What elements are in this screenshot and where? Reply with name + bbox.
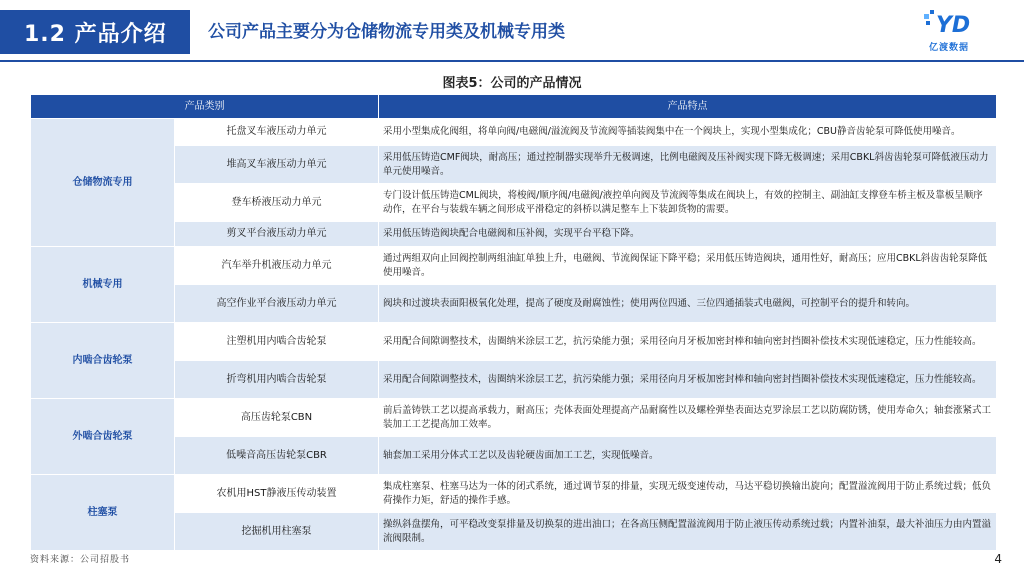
product-name-cell: 汽车举升机液压动力单元 bbox=[175, 247, 379, 285]
product-name-cell: 高压齿轮泵CBN bbox=[175, 399, 379, 437]
product-name-cell: 高空作业平台液压动力单元 bbox=[175, 285, 379, 323]
table-row bbox=[31, 285, 997, 323]
product-feature-cell: 操纵斜盘摆角，可平稳改变泵排量及切换泵的进出油口；在各高压侧配置溢流阀用于防止液压传动系统过载；内置补油泵，最大补油压力由内置溢流阀限制。 bbox=[379, 513, 997, 551]
category-cell: 外啮合齿轮泵 bbox=[31, 399, 175, 475]
product-feature-cell: 阀块和过渡块表面阳极氧化处理，提高了硬度及耐腐蚀性；使用两位四通、三位四通插装式电磁阀，可控制平台的提升和转向。 bbox=[379, 285, 997, 323]
table-header-row bbox=[31, 95, 997, 119]
product-name-cell: 低噪音高压齿轮泵CBR bbox=[175, 437, 379, 475]
figure-title: 图表5：公司的产品情况 bbox=[442, 76, 582, 91]
product-feature-cell: 轴套加工采用分体式工艺以及齿轮硬齿面加工工艺，实现低噪音。 bbox=[379, 437, 997, 475]
header-product-features: 产品特点 bbox=[379, 95, 997, 119]
logo-text: 亿渡数据 bbox=[928, 43, 969, 53]
product-feature-cell: 采用低压铸造CMF阀块，耐高压；通过控制器实现举升无极调速，比例电磁阀及压补阀实现下降无极调速；采用CBKL斜齿齿轮泵可降低液压动力单元使用噪音。 bbox=[379, 146, 997, 184]
product-name-cell: 堆高叉车液压动力单元 bbox=[175, 146, 379, 184]
product-name-cell: 登车桥液压动力单元 bbox=[175, 184, 379, 222]
category-cell: 内啮合齿轮泵 bbox=[31, 323, 175, 399]
product-feature-cell: 采用配合间隙调整技术，齿圈纳米涂层工艺，抗污染能力强；采用径向月牙板加密封棒和轴向密封挡圈补偿技术实现低速稳定，压力性能较高。 bbox=[379, 323, 997, 361]
category-cell: 机械专用 bbox=[31, 247, 175, 323]
product-feature-cell: 通过两组双向止回阀控制两组油缸单独上升，电磁阀、节流阀保证下降平稳；采用低压铸造阀块，通用性好，耐高压；应用CBKL斜齿齿轮泵降低使用噪音。 bbox=[379, 247, 997, 285]
table-row bbox=[31, 437, 997, 475]
product-feature-cell: 采用配合间隙调整技术，齿圈纳米涂层工艺，抗污染能力强；采用径向月牙板加密封棒和轴向密封挡圈补偿技术实现低速稳定，压力性能较高。 bbox=[379, 361, 997, 399]
table-row bbox=[31, 475, 997, 513]
product-name-cell: 折弯机用内啮合齿轮泵 bbox=[175, 361, 379, 399]
table-row bbox=[31, 222, 997, 247]
table-row bbox=[31, 361, 997, 399]
category-cell: 仓储物流专用 bbox=[31, 119, 175, 247]
logo-mark-text: YD bbox=[936, 13, 971, 38]
logo bbox=[914, 8, 984, 56]
table-row bbox=[31, 119, 997, 146]
table-row bbox=[31, 247, 997, 285]
table-row bbox=[31, 513, 997, 551]
table-row bbox=[31, 399, 997, 437]
table-row bbox=[31, 323, 997, 361]
product-feature-cell: 专门设计低压铸造CML阀块，将梭阀/顺序阀/电磁阀/液控单向阀及节流阀等集成在阀块上，有效的控制主、副油缸支撑登车桥主板及靠板呈顺序动作，在平台与装载车辆之间形成平滑稳定的斜桥以满足整车上下装卸货物的需要。 bbox=[379, 184, 997, 222]
product-feature-cell: 采用小型集成化阀组，将单向阀/电磁阀/溢流阀及节流阀等插装阀集中在一个阀块上，实现小型集成化；CBU静音齿轮泵可降低使用噪音。 bbox=[379, 119, 997, 146]
product-feature-cell: 前后盖铸铁工艺以提高承载力，耐高压；壳体表面处理提高产品耐腐性以及螺栓弹垫表面达克罗涂层工艺以防腐防锈，使用寿命久；轴套涨紧式工装加工工艺提高加工效率。 bbox=[379, 399, 997, 437]
product-feature-cell: 集成柱塞泵、柱塞马达为一体的闭式系统，通过调节泵的排量，实现无级变速传动，马达平稳切换输出旋向；配置溢流阀用于防止系统过载；低负荷操作力矩，舒适的操作手感。 bbox=[379, 475, 997, 513]
header bbox=[0, 0, 1024, 62]
table-row bbox=[31, 184, 997, 222]
source-note: 资料来源：公司招股书 bbox=[30, 555, 131, 565]
header-divider bbox=[0, 60, 1024, 62]
header-product-category: 产品类别 bbox=[31, 95, 379, 119]
category-cell: 柱塞泵 bbox=[31, 475, 175, 551]
product-name-cell: 注塑机用内啮合齿轮泵 bbox=[175, 323, 379, 361]
product-name-cell: 挖掘机用柱塞泵 bbox=[175, 513, 379, 551]
product-feature-cell: 采用低压铸造阀块配合电磁阀和压补阀，实现平台平稳下降。 bbox=[379, 222, 997, 247]
product-name-cell: 托盘叉车液压动力单元 bbox=[175, 119, 379, 146]
product-name-cell: 农机用HST静液压传动装置 bbox=[175, 475, 379, 513]
slide-title: 公司产品主要分为仓储物流专用类及机械专用类 bbox=[208, 22, 565, 42]
product-name-cell: 剪叉平台液压动力单元 bbox=[175, 222, 379, 247]
table-row bbox=[31, 146, 997, 184]
product-table bbox=[30, 94, 997, 551]
logo-mark-icon bbox=[922, 8, 978, 38]
page-number: 4 bbox=[994, 552, 1002, 566]
section-label: 1.2 产品介绍 bbox=[0, 10, 190, 54]
